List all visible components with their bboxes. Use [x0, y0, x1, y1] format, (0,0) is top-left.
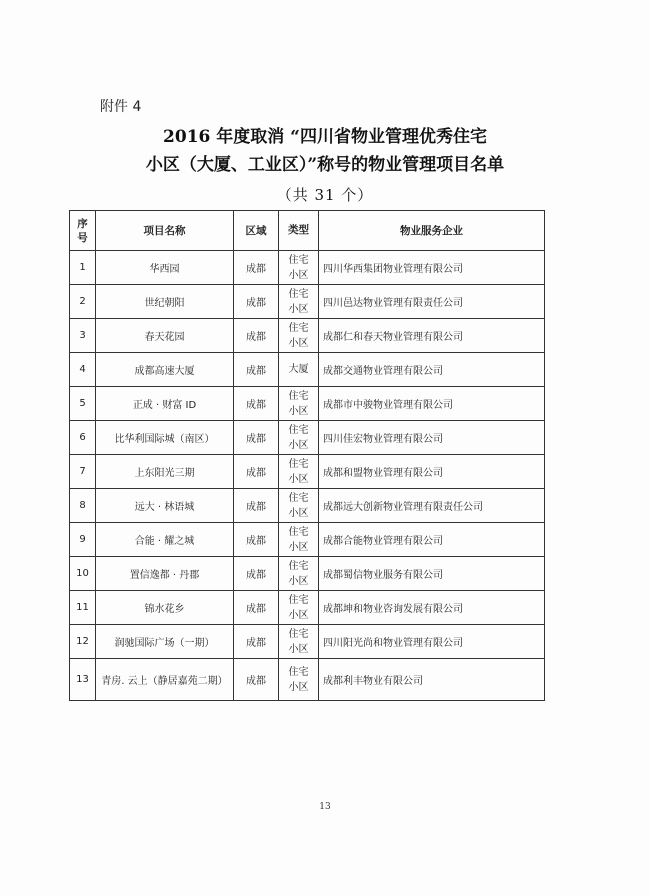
project-name: 华西园 [96, 251, 234, 285]
header-company: 物业服务企业 [319, 211, 545, 251]
row-number: 12 [70, 625, 96, 659]
row-number: 2 [70, 285, 96, 319]
table-body [70, 251, 545, 701]
project-type-line1: 住宅 [288, 628, 309, 640]
project-type [279, 387, 319, 421]
region: 成都 [234, 489, 279, 523]
header-type: 类型 [279, 211, 319, 251]
region: 成都 [234, 353, 279, 387]
property-company: 四川华西集团物业管理有限公司 [319, 251, 545, 285]
table-header-row [70, 211, 545, 251]
project-name: 合能 · 耀之城 [96, 523, 234, 557]
region: 成都 [234, 387, 279, 421]
region: 成都 [234, 625, 279, 659]
region: 成都 [234, 659, 279, 701]
property-company: 四川阳光尚和物业管理有限公司 [319, 625, 545, 659]
project-type [279, 625, 319, 659]
region: 成都 [234, 251, 279, 285]
header-no-line1: 序 [77, 217, 88, 230]
region: 成都 [234, 557, 279, 591]
region: 成都 [234, 591, 279, 625]
property-company: 成都远大创新物业管理有限责任公司 [319, 489, 545, 523]
project-type-line2: 小区 [288, 439, 309, 451]
region: 成都 [234, 421, 279, 455]
project-type-line1: 住宅 [288, 594, 309, 606]
project-name: 成都高速大厦 [96, 353, 234, 387]
header-area: 区域 [234, 211, 279, 251]
row-number: 1 [70, 251, 96, 285]
table-row [70, 387, 545, 421]
title-line-1: 2016 年度取消 “四川省物业管理优秀住宅 [163, 127, 487, 147]
project-type-line1: 住宅 [288, 288, 309, 300]
project-type-line1: 住宅 [288, 560, 309, 572]
project-type-line2: 小区 [288, 575, 309, 587]
project-name: 置信逸都 · 丹郡 [96, 557, 234, 591]
project-type-line1: 住宅 [288, 526, 309, 538]
table-row [70, 489, 545, 523]
region: 成都 [234, 285, 279, 319]
header-no-line2: 号 [77, 231, 88, 244]
property-company: 成都市中骏物业管理有限公司 [319, 387, 545, 421]
project-type-line2: 小区 [288, 541, 309, 553]
project-type [279, 489, 319, 523]
title-line-2: 小区（大厦、工业区）”称号的物业管理项目名单 [145, 155, 505, 175]
project-name: 青房. 云上（静居嘉苑二期） [96, 659, 234, 701]
project-name: 远大 · 林语城 [96, 489, 234, 523]
region: 成都 [234, 523, 279, 557]
header-name: 项目名称 [96, 211, 234, 251]
row-number: 11 [70, 591, 96, 625]
property-company: 四川邑达物业管理有限责任公司 [319, 285, 545, 319]
project-table [69, 210, 545, 701]
project-type [279, 523, 319, 557]
table-row [70, 557, 545, 591]
project-type-line2: 小区 [288, 303, 309, 315]
header-no [70, 211, 96, 251]
project-type-line1: 住宅 [288, 666, 309, 678]
project-type [279, 659, 319, 701]
project-name: 锦水花乡 [96, 591, 234, 625]
project-type-line2: 小区 [288, 643, 309, 655]
table-row [70, 421, 545, 455]
property-company: 成都和盟物业管理有限公司 [319, 455, 545, 489]
table-row [70, 353, 545, 387]
row-number: 9 [70, 523, 96, 557]
project-type-line2: 小区 [288, 507, 309, 519]
property-company: 成都合能物业管理有限公司 [319, 523, 545, 557]
project-type [279, 557, 319, 591]
annex-label: 附件 4 [100, 99, 142, 115]
property-company: 成都仁和春天物业管理有限公司 [319, 319, 545, 353]
table-row [70, 455, 545, 489]
row-number: 4 [70, 353, 96, 387]
row-number: 3 [70, 319, 96, 353]
project-type [279, 285, 319, 319]
project-type-line1: 大厦 [288, 364, 309, 375]
project-type-line1: 住宅 [288, 492, 309, 504]
project-type [279, 251, 319, 285]
row-number: 5 [70, 387, 96, 421]
project-type [279, 353, 319, 387]
project-type [279, 319, 319, 353]
table-row [70, 251, 545, 285]
project-type-line2: 小区 [288, 405, 309, 417]
subtitle-count: （共 31 个） [276, 186, 374, 204]
project-type-line1: 住宅 [288, 424, 309, 436]
row-number: 13 [70, 659, 96, 701]
project-name: 正成 · 财富 ID [96, 387, 234, 421]
row-number: 6 [70, 421, 96, 455]
project-type-line2: 小区 [288, 269, 309, 281]
table-row [70, 659, 545, 701]
table-row [70, 625, 545, 659]
region: 成都 [234, 455, 279, 489]
project-type-line2: 小区 [288, 473, 309, 485]
project-type-line1: 住宅 [288, 254, 309, 266]
table-row [70, 285, 545, 319]
project-type-line2: 小区 [288, 681, 309, 693]
project-type [279, 455, 319, 489]
page-number: 13 [319, 802, 331, 812]
row-number: 8 [70, 489, 96, 523]
table-row [70, 319, 545, 353]
project-type-line1: 住宅 [288, 390, 309, 402]
project-name: 润驰国际广场（一期） [96, 625, 234, 659]
project-name: 春天花园 [96, 319, 234, 353]
project-type-line1: 住宅 [288, 458, 309, 470]
property-company: 成都坤和物业咨询发展有限公司 [319, 591, 545, 625]
property-company: 成都利丰物业有限公司 [319, 659, 545, 701]
row-number: 7 [70, 455, 96, 489]
project-type-line2: 小区 [288, 609, 309, 621]
project-name: 世纪朝阳 [96, 285, 234, 319]
project-type-line2: 小区 [288, 337, 309, 349]
region: 成都 [234, 319, 279, 353]
project-name: 上东阳光三期 [96, 455, 234, 489]
table-row [70, 523, 545, 557]
project-type [279, 591, 319, 625]
project-name: 比华利国际城（南区） [96, 421, 234, 455]
project-type [279, 421, 319, 455]
project-type-line1: 住宅 [288, 322, 309, 334]
property-company: 成都蜀信物业服务有限公司 [319, 557, 545, 591]
row-number: 10 [70, 557, 96, 591]
property-company: 成都交通物业管理有限公司 [319, 353, 545, 387]
table-row [70, 591, 545, 625]
property-company: 四川佳宏物业管理有限公司 [319, 421, 545, 455]
